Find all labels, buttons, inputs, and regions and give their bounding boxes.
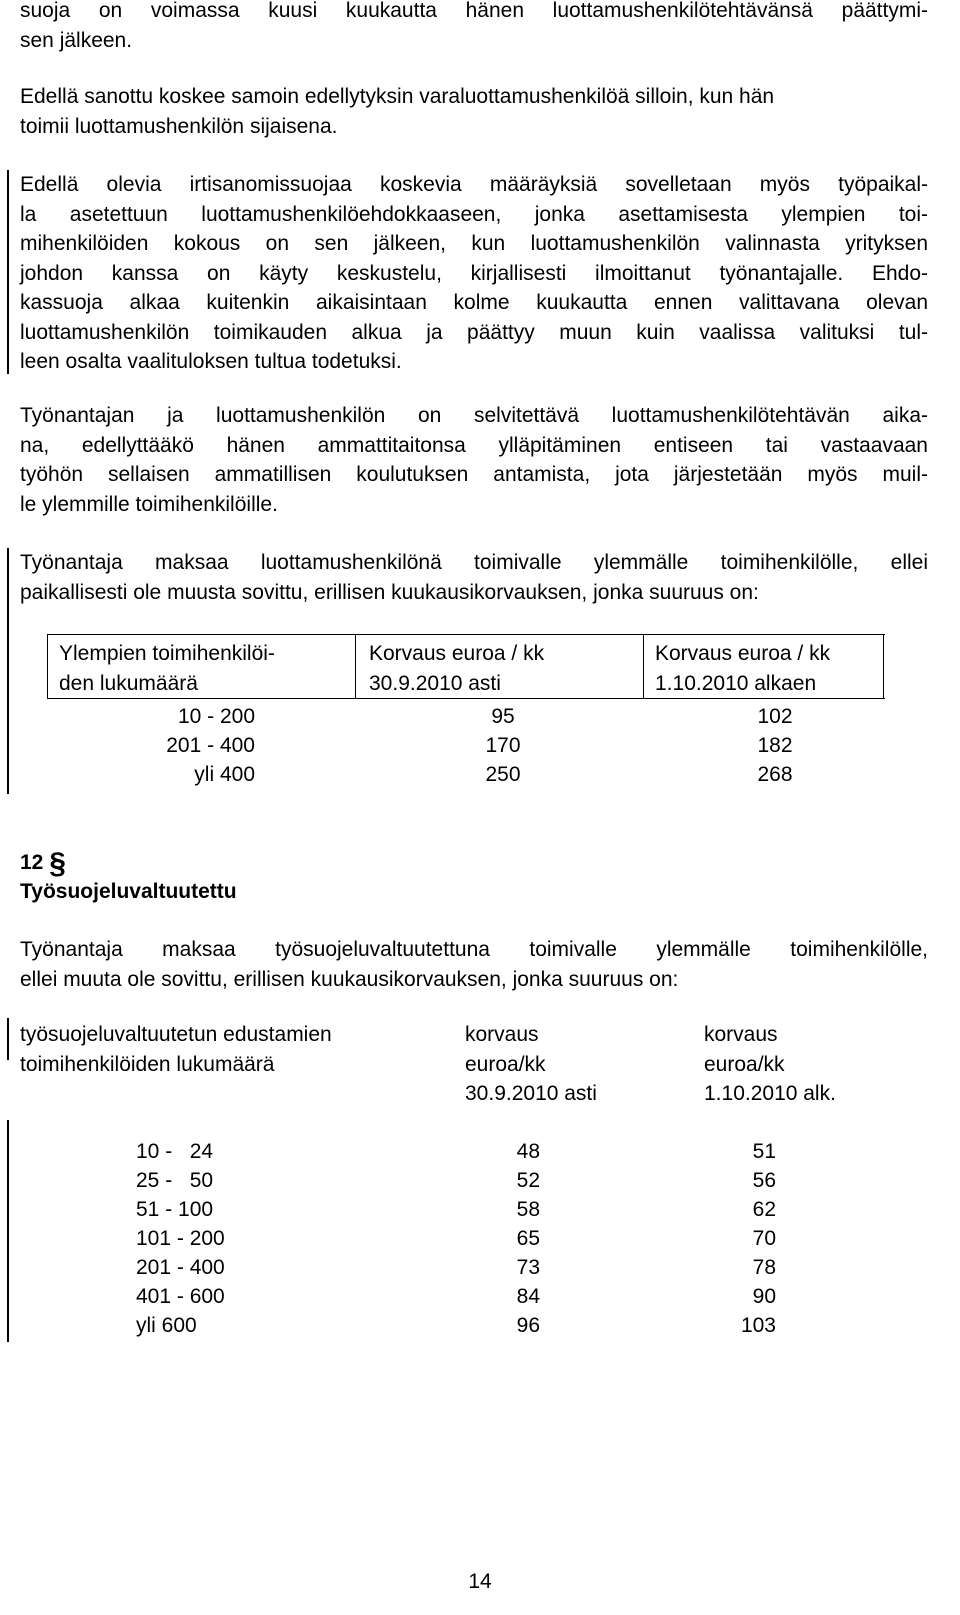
text-line: leen osalta vaalituloksen tultua todetuksi. — [20, 350, 402, 373]
table-cell: 101 - 200 — [136, 1227, 225, 1250]
compensation-table-1 — [47, 634, 885, 794]
table-header-cell — [59, 639, 275, 698]
table-header-cell — [655, 639, 830, 698]
header-line: euroa/kk — [465, 1052, 546, 1076]
text-line: kassuoja alkaa kuitenkin aikaisintaan kolme kuukautta ennen valittavana olevan — [20, 291, 928, 314]
table-border — [47, 634, 48, 698]
header-line: 1.10.2010 alkaen — [655, 671, 817, 695]
paragraph-p4 — [20, 548, 928, 607]
table-header-cell — [704, 1020, 836, 1109]
table-cell: 201 - 400 — [136, 1256, 225, 1279]
header-line: toimihenkilöiden lukumäärä — [20, 1052, 275, 1076]
paragraph-p2 — [20, 170, 928, 377]
text-line: työhön sellaisen ammatillisen koulutuksen antamista, jota järjestetään myös muil- — [20, 463, 928, 486]
compensation-table-2 — [20, 1020, 920, 1350]
header-line: 30.9.2010 asti — [465, 1082, 597, 1105]
text-line: johdon kanssa on käyty keskustelu, kirjallisesti ilmoittanut työnantajalle. Ehdo- — [20, 261, 928, 285]
table-cell: 84 — [516, 1285, 540, 1308]
section-number — [20, 848, 67, 879]
text-line: Työnantajan ja luottamushenkilön on selvitettävä luottamushenkilötehtävän aika- — [20, 404, 928, 427]
table-header-cell — [20, 1020, 332, 1079]
paragraph-p0 — [20, 0, 928, 55]
table-cell: 182 — [757, 734, 793, 757]
section-symbol: § — [49, 847, 66, 880]
table-cell: 48 — [516, 1140, 540, 1163]
text-line: sen jälkeen. — [20, 28, 133, 52]
table-cell: 10 - 200 — [177, 705, 255, 728]
table-cell: 201 - 400 — [166, 734, 255, 757]
paragraph-p3 — [20, 401, 928, 519]
table-border — [883, 634, 884, 698]
table-cell: 52 — [516, 1169, 540, 1192]
table-border — [47, 634, 885, 635]
change-bar — [7, 548, 9, 794]
table-cell: yli 400 — [194, 763, 255, 786]
table-border — [47, 698, 885, 699]
header-line: euroa/kk — [704, 1052, 785, 1076]
text-line: paikallisesti ole muusta sovittu, erillisen kuukausikorvauksen, jonka suuruus on: — [20, 580, 759, 604]
table-cell: 102 — [757, 705, 793, 728]
table-cell: 268 — [757, 763, 793, 786]
header-line: korvaus — [465, 1023, 539, 1046]
paragraph-p1 — [20, 82, 928, 141]
text-line: ellei muuta ole sovittu, erillisen kuukausikorvauksen, jonka suuruus on: — [20, 967, 679, 991]
table-cell: 56 — [752, 1169, 776, 1192]
table-cell: 51 - 100 — [136, 1198, 214, 1221]
text-line: Työnantaja maksaa työsuojeluvaltuutettuna toimivalle ylemmälle toimihenkilölle, — [20, 938, 928, 961]
text-line: suoja on voimassa kuusi kuukautta hänen luottamushenkilötehtävänsä päättymi- — [20, 0, 928, 22]
table-cell: yli 600 — [136, 1314, 197, 1337]
change-bar — [7, 1018, 9, 1060]
text-line: Edellä sanottu koskee samoin edellytyksin varaluottamushenkilöä silloin, kun hän — [20, 85, 775, 108]
section-title: Työsuojeluvaltuutettu — [20, 880, 237, 903]
header-line: 1.10.2010 alk. — [704, 1082, 836, 1105]
text-line: Edellä olevia irtisanomissuojaa koskevia määräyksiä sovelletaan myös työpaikal- — [20, 173, 928, 196]
change-bar — [7, 170, 9, 374]
text-line: luottamushenkilön toimikauden alkua ja päättyy muun kuin vaalissa valituksi tul- — [20, 320, 928, 344]
table-cell: 70 — [752, 1227, 776, 1250]
table-cell: 96 — [516, 1314, 540, 1337]
table-cell: 10 - 24 — [136, 1140, 214, 1163]
text-line: Työnantaja maksaa luottamushenkilönä toimivalle ylemmälle toimihenkilölle, ellei — [20, 551, 928, 574]
table-cell: 73 — [516, 1256, 540, 1279]
table-cell: 90 — [752, 1285, 776, 1308]
text-line: le ylemmille toimihenkilöille. — [20, 492, 278, 516]
paragraph-p5 — [20, 935, 928, 994]
table-cell: 25 - 50 — [136, 1169, 214, 1192]
header-line: Korvaus euroa / kk — [655, 642, 831, 665]
table-header-cell — [465, 1020, 597, 1109]
table-cell: 103 — [740, 1314, 776, 1337]
table-cell: 58 — [516, 1198, 540, 1221]
table-border — [355, 634, 356, 698]
table-header-cell — [369, 639, 544, 698]
table-cell: 51 — [752, 1140, 776, 1163]
text-line: mihenkilöiden kokous on sen jälkeen, kun luottamushenkilön valinnasta yrityksen — [20, 232, 928, 255]
table-cell: 78 — [752, 1256, 776, 1279]
table-cell: 95 — [491, 705, 515, 728]
table-cell: 62 — [752, 1198, 776, 1221]
table-border — [643, 634, 644, 698]
header-line: Ylempien toimihenkilöi- — [59, 642, 275, 665]
change-bar — [7, 1120, 9, 1342]
table-cell: 170 — [485, 734, 521, 757]
table-cell: 65 — [516, 1227, 540, 1250]
header-line: työsuojeluvaltuutetun edustamien — [20, 1023, 332, 1046]
text-line: na, edellyttääkö hänen ammattitaitonsa ylläpitäminen entiseen tai vastaavaan — [20, 433, 928, 457]
text-line: toimii luottamushenkilön sijaisena. — [20, 114, 338, 138]
header-line: korvaus — [704, 1023, 778, 1046]
header-line: Korvaus euroa / kk — [369, 642, 545, 665]
header-line: den lukumäärä — [59, 671, 198, 695]
table-cell: 401 - 600 — [136, 1285, 225, 1308]
table-cell: 250 — [485, 763, 521, 786]
text-line: la asetettuun luottamushenkilöehdokkaaseen, jonka asettamisesta ylempien toi- — [20, 202, 928, 226]
page-number: 14 — [468, 1570, 492, 1593]
section-number-text: 12 — [20, 851, 44, 874]
header-line: 30.9.2010 asti — [369, 671, 501, 695]
